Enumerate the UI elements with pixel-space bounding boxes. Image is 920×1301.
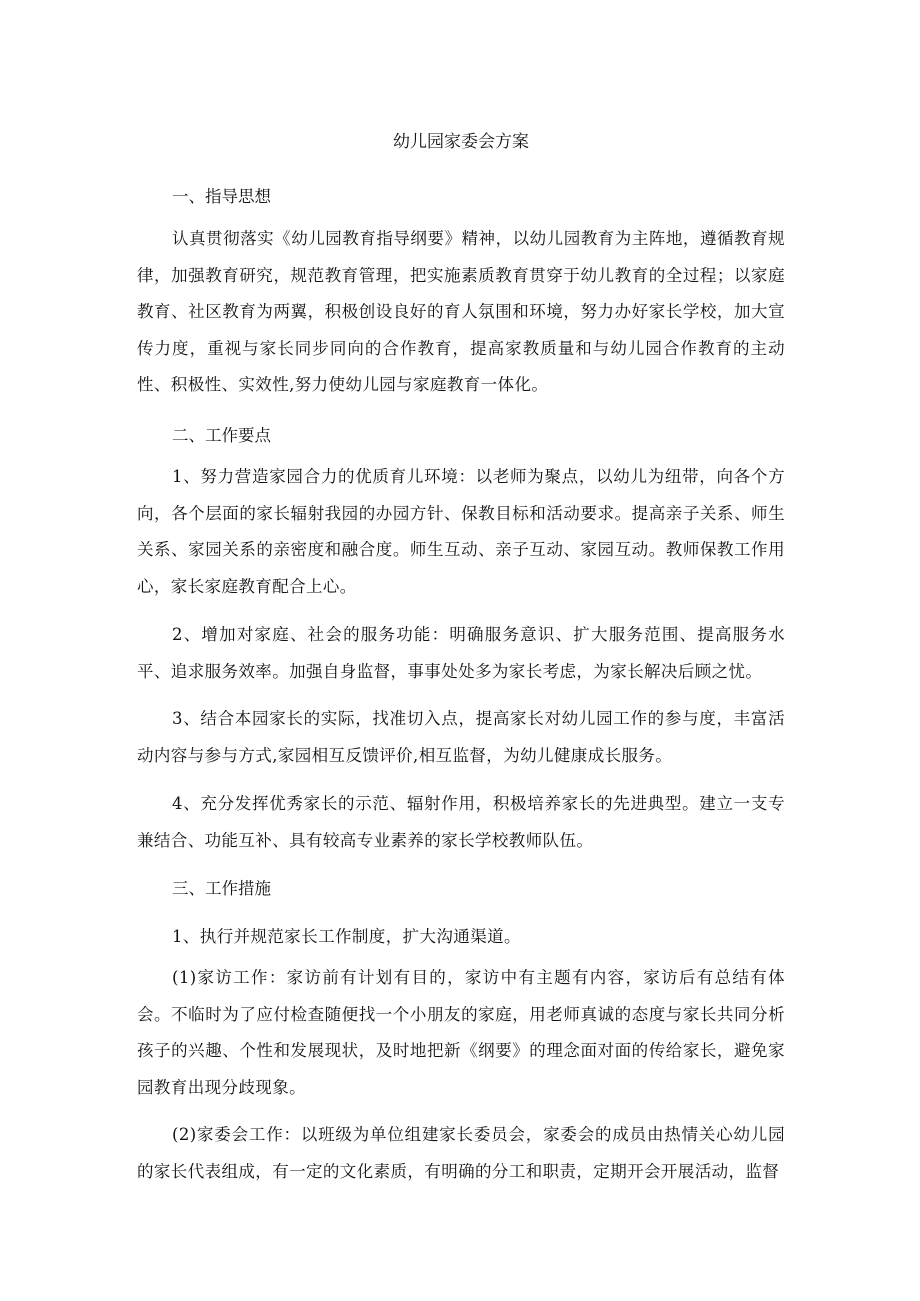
paragraph-work-point-2: 2、增加对家庭、社会的服务功能：明确服务意识、扩大服务范围、提高服务水平、追求服务效率。加强自身监督，事事处处多为家长考虑，为家长解决后顾之忧。 [137,625,785,681]
paragraph-measure-1: 1、执行并规范家长工作制度，扩大沟通渠道。 [172,927,521,946]
paragraph-work-point-3: 3、结合本园家长的实际，找准切入点，提高家长对幼儿园工作的参与度，丰富活动内容与参与方式,家园相互反馈评价,相互监督，为幼儿健康成长服务。 [137,709,785,765]
document-title: 幼儿园家委会方案 [393,132,529,152]
section-heading-guiding-ideology: 一、指导思想 [172,187,271,206]
paragraph-guiding-ideology: 认真贯彻落实《幼儿园教育指导纲要》精神，以幼儿园教育为主阵地，遵循教育规律，加强教育研究，规范教育管理，把实施素质教育贯穿于幼儿教育的全过程；以家庭教育、社区教育为两翼，积极创设良好的育人氛围和环境，努力办好家长学校，加大宣传力度，重视与家长同步同向的合作教育，提高家教质量和与幼儿园合作教育的主动性、积极性、实效性,努力使幼儿园与家庭教育一体化。 [137,229,785,394]
paragraph-work-point-1: 1、努力营造家园合力的优质育儿环境：以老师为聚点，以幼儿为纽带，向各个方向，各个层面的家长辐射我园的办园方针、保教目标和活动要求。提高亲子关系、师生关系、家园关系的亲密度和融合度。师生互动、亲子互动、家园互动。教师保教工作用心，家长家庭教育配合上心。 [137,467,785,596]
paragraph-parent-committee: (2)家委会工作：以班级为单位组建家长委员会，家委会的成员由热情关心幼儿园的家长代表组成，有一定的文化素质，有明确的分工和职责，定期开会开展活动，监督 [137,1125,785,1181]
section-heading-work-points: 二、工作要点 [172,426,271,445]
paragraph-work-point-4: 4、充分发挥优秀家长的示范、辐射作用，积极培养家长的先进典型。建立一支专兼结合、功能互补、具有较高专业素养的家长学校教师队伍。 [137,794,785,850]
section-heading-work-measures: 三、工作措施 [172,879,271,898]
paragraph-home-visit: (1)家访工作：家访前有计划有目的，家访中有主题有内容，家访后有总结有体会。不临时为了应付检查随便找一个小朋友的家庭，用老师真诚的态度与家长共同分析孩子的兴趣、个性和发展现状，及时地把新《纲要》的理念面对面的传给家长，避免家园教育出现分歧现象。 [137,968,785,1097]
